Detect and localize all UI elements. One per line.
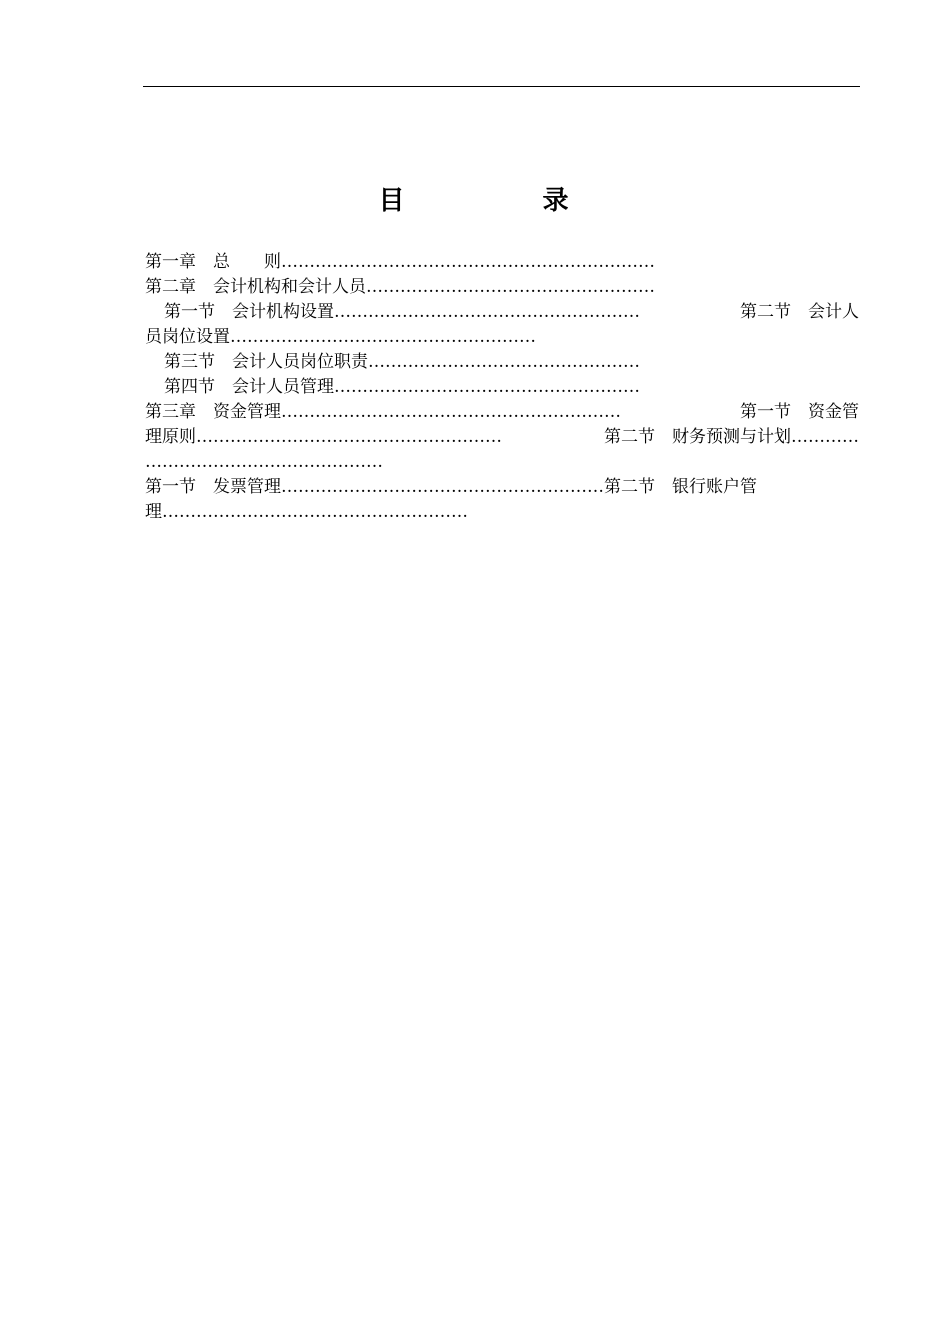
toc-entry-section-3-1[interactable] xyxy=(145,425,859,450)
toc-entry-section-2-4[interactable] xyxy=(145,375,859,400)
toc-entry-text: 第四节 会计人员管理……………………………………………… xyxy=(164,377,640,397)
toc-entry-text: 第三章 资金管理…………………………………………………… xyxy=(145,402,621,422)
toc-title: 目 录 xyxy=(378,186,625,216)
toc-entry-chapter-2[interactable] xyxy=(145,275,859,300)
toc-entry-text: …………………………………… xyxy=(145,452,383,472)
toc-entry-text-continued: 第一节 资金管 xyxy=(740,402,859,422)
toc-entry-text: 理原则……………………………………………… xyxy=(145,427,502,447)
header-rule xyxy=(143,86,860,87)
toc-entry-invoice[interactable] xyxy=(145,475,859,500)
toc-entry-bank-account[interactable] xyxy=(145,500,859,525)
toc-body xyxy=(145,250,859,525)
toc-entry-section-3-2[interactable] xyxy=(145,450,859,475)
toc-entry-text: 第二章 会计机构和会计人员…………………………………………… xyxy=(145,277,655,297)
toc-entry-text: 员岗位设置……………………………………………… xyxy=(145,327,536,347)
toc-entry-text: 第一章 总 则………………………………………………………… xyxy=(145,252,655,272)
toc-entry-text: 第一节 发票管理…………………………………………………第二节 银行账户管 xyxy=(145,477,757,497)
toc-entry-text-continued: 第二节 财务预测与计划………… xyxy=(604,427,859,447)
toc-entry-text: 第三节 会计人员岗位职责………………………………………… xyxy=(164,352,640,372)
toc-entry-text: 第一节 会计机构设置……………………………………………… xyxy=(164,302,640,322)
toc-entry-chapter-1[interactable] xyxy=(145,250,859,275)
toc-entry-chapter-3[interactable] xyxy=(145,400,859,425)
toc-entry-text: 理……………………………………………… xyxy=(145,502,468,522)
toc-entry-section-2-2[interactable] xyxy=(145,325,859,350)
toc-entry-text-continued: 第二节 会计人 xyxy=(740,302,859,322)
toc-entry-section-2-1[interactable] xyxy=(145,300,859,325)
toc-entry-section-2-3[interactable] xyxy=(145,350,859,375)
